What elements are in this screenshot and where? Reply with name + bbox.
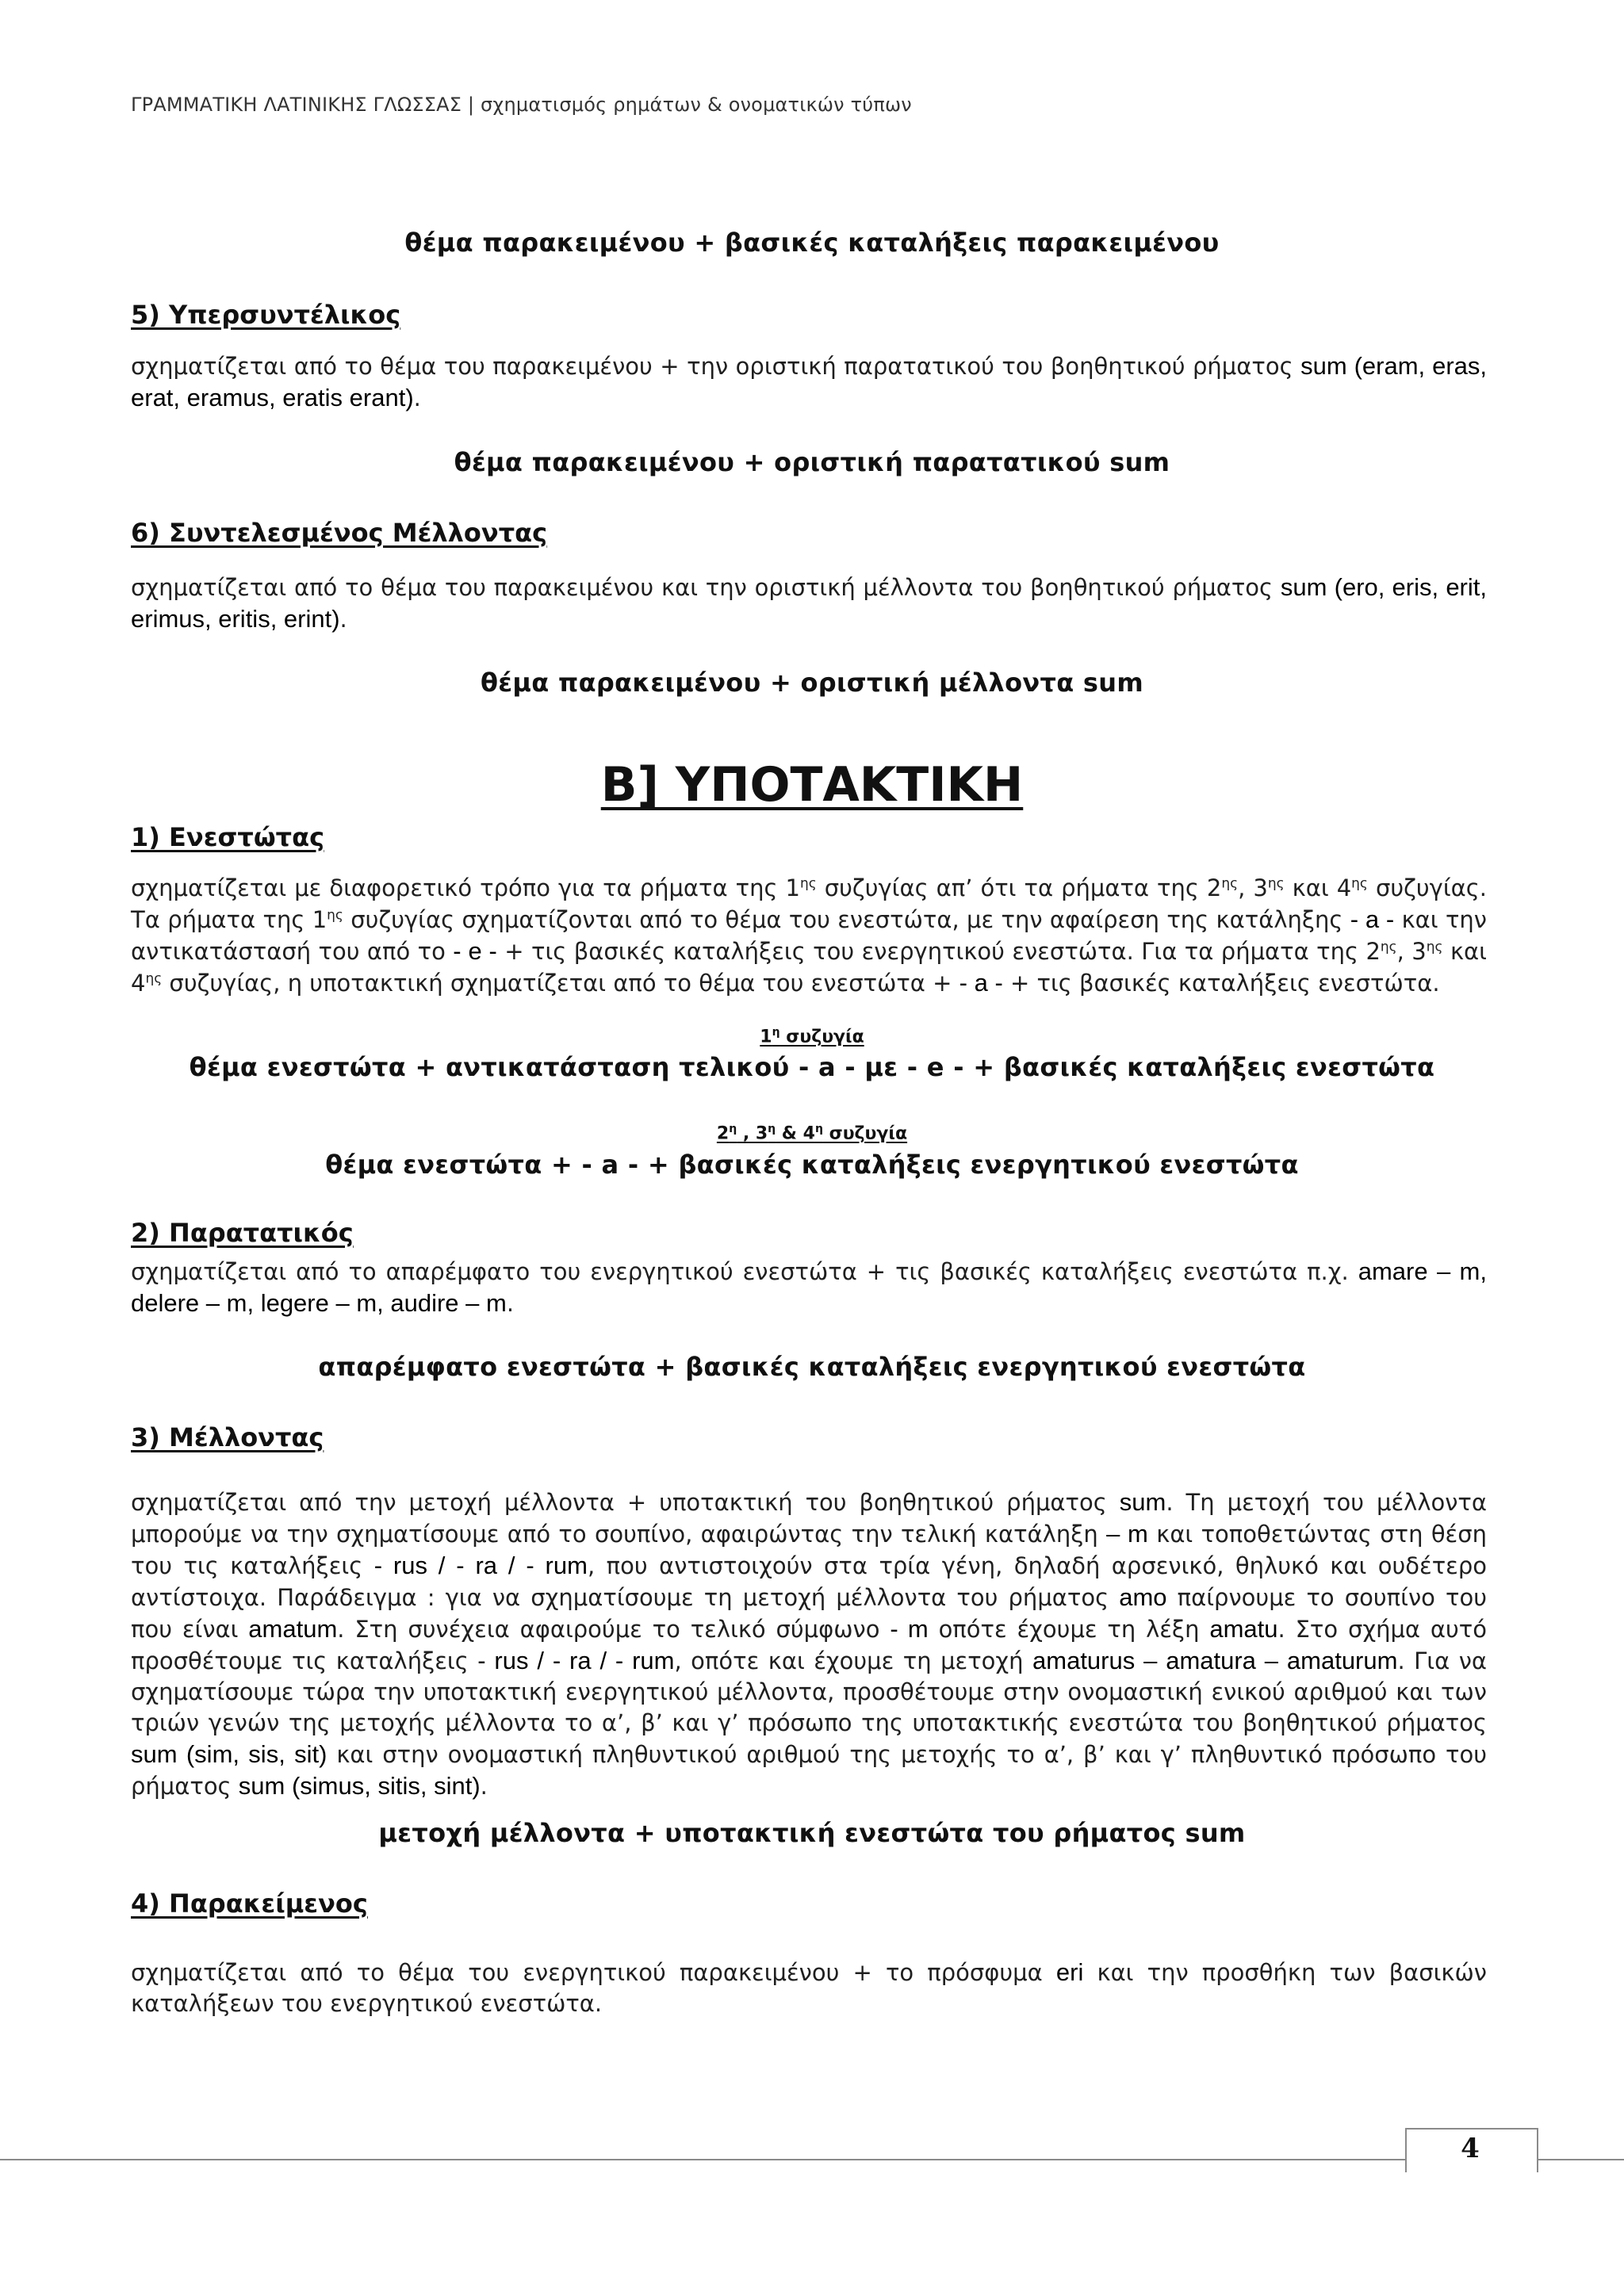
footer-rule: [0, 2159, 1624, 2160]
future-perfect-formula: θέμα παρακειμένου + οριστική μέλλοντα sum: [480, 668, 1143, 698]
section-present-title: 1) Ενεστώτας: [131, 822, 325, 852]
section-perfect-text: σχηματίζεται από το θέμα του ενεργητικού παρακειμένου + το πρόσφυμα eri και την προσθήκη των βασικών καταλήξεων του ενεργητικού ενεστώτα.: [131, 1958, 1487, 2017]
section-present-text: σχηματίζεται με διαφορετικό τρόπο για τα ρήματα της $1^{\eta\varsigma}$ συζυγίας απ’ ότι τα ρήματα της $2^{\eta\varsigma}$, $3^{\eta\varsigma}$ και $4^{\eta\varsigma}$ συζυγίας. Τα ρήματα της $1^{\eta\varsigma}$ συζυγίας σχηματίζονται από το θέμα του ενεστώτα, με την αφαίρεση της κατάληξης - a - και την αντικατάστασή του από το - e - + τις βασικές καταλήξεις του ενεργητικού ενεστώτα. Για τα ρήματα της $2^{\eta\varsigma}$, $3^{\eta\varsigma}$ και $4^{\eta\varsigma}$ συζυγίας, η υποτακτική σχηματίζεται από το θέμα του ενεστώτα + - a - + τις βασικές καταλήξεις ενεστώτα.: [131, 874, 1487, 997]
imperfect-formula: απαρέμφατο ενεστώτα + βασικές καταλήξεις ενεργητικού ενεστώτα: [318, 1352, 1306, 1382]
section-perfect-title: 4) Παρακείμενος: [131, 1888, 368, 1919]
running-header: ΓΡΑΜΜΑΤΙΚΗ ΛΑΤΙΝΙΚΗΣ ΓΛΩΣΣΑΣ | σχηματισμός ρημάτων & ονοματικών τύπων: [131, 94, 912, 116]
section-future-text: σχηματίζεται από την μετοχή μέλλοντα + υποτακτική του βοηθητικού ρήματος sum. Τη μετοχή του μέλλοντα μπορούμε να την σχηματίσουμε από το σουπίνο, αφαιρώντας την τελική κατάληξη – m και τοποθετώντας στη θέση του τις καταλήξεις - rus / - ra / - rum, που αντιστοιχούν στα τρία γένη, δηλαδή αρσενικό, θηλυκό και ουδέτερο αντίστοιχα. Παράδειγμα : για να σχηματίσουμε τη μετοχή μέλλοντα του ρήματος amo παίρνουμε το σουπίνο του που είναι amatum. Στη συνέχεια αφαιρούμε το τελικό σύμφωνο - m οπότε έχουμε τη λέξη amatu. Στο σχήμα αυτό προσθέτουμε τις καταλήξεις - rus / - ra / - rum, οπότε και έχουμε τη μετοχή amaturus – amatura – amaturum. Για να σχηματίσουμε τώρα την υποτακτική ενεργητικού μέλλοντα, προσθέτουμε στην ονομαστική ενικού αριθμού και των τριών γενών της μετοχής μέλλοντα το α’, β’ και γ’ πρόσωπο της υποτακτικής ενεστώτα του βοηθητικού ρήματος sum (sim, sis, sit) και στην ονομαστική πληθυντικού αριθμού της μετοχής το α’, β’ και γ’ πληθυντικό πρόσωπο του ρήματος sum (simus, sitis, sint).: [131, 1488, 1488, 1800]
future-formula: μετοχή μέλλοντα + υποτακτική ενεστώτα του ρήματος sum: [378, 1818, 1246, 1848]
pluperfect-formula: θέμα παρακειμένου + οριστική παρατατικού sum: [454, 447, 1170, 477]
other-conjugations-label: $2^\eta$ , $3^\eta$ & $4^\eta$ συζυγία: [716, 1123, 908, 1144]
section-imperfect-text: σχηματίζεται από το απαρέμφατο του ενεργητικού ενεστώτα + τις βασικές καταλήξεις ενεστώτα π.χ. amare – m, delere – m, legere – m, audire – m.: [131, 1257, 1487, 1317]
page-number: 4: [1461, 2133, 1480, 2164]
first-conjugation-label: $1^\eta$ συζυγία: [760, 1026, 864, 1047]
section-future-title: 3) Μέλλοντας: [131, 1422, 324, 1452]
section-future-perfect-text: σχηματίζεται από το θέμα του παρακειμένου και την οριστική μέλλοντα του βοηθητικού ρήματος sum (ero, eris, erit, erimus, eritis, erint).: [131, 573, 1487, 633]
section-pluperfect-text: σχηματίζεται από το θέμα του παρακειμένου + την οριστική παρατατικού του βοηθητικού ρήματος sum (eram, eras, erat, eramus, eratis erant).: [131, 352, 1487, 411]
subjunctive-title: Β] ΥΠΟΤΑΚΤΙΚΗ: [600, 757, 1024, 813]
first-conjugation-formula: θέμα ενεστώτα + αντικατάσταση τελικού - a - με - e - + βασικές καταλήξεις ενεστώτα: [189, 1052, 1435, 1082]
section-future-perfect-title: 6) Συντελεσμένος Μέλλοντας: [131, 518, 548, 548]
other-conjugations-formula: θέμα ενεστώτα + - a - + βασικές καταλήξεις ενεργητικού ενεστώτα: [325, 1150, 1299, 1180]
section-pluperfect-title: 5) Υπερσυντέλικος: [131, 300, 401, 330]
section-imperfect-title: 2) Παρατατικός: [131, 1218, 354, 1248]
perfect-formula: θέμα παρακειμένου + βασικές καταλήξεις παρακειμένου: [404, 228, 1220, 258]
